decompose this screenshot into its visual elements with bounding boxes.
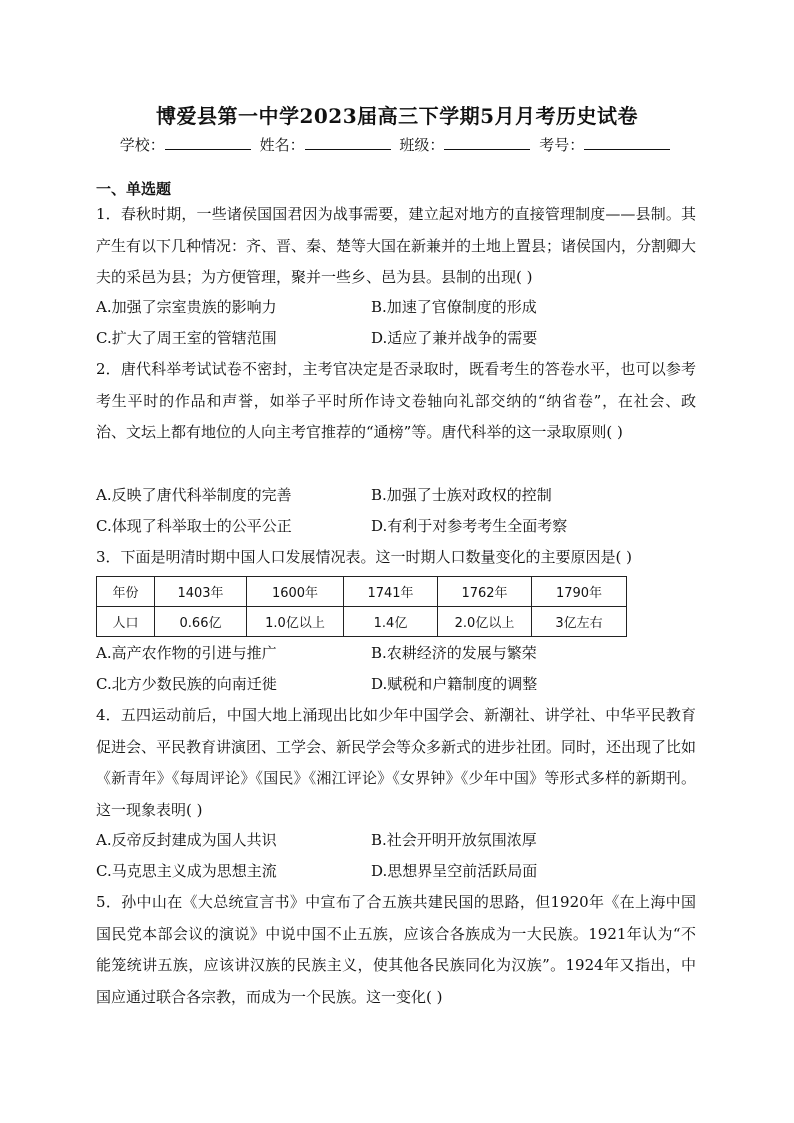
table-cell: 年份: [97, 577, 155, 607]
table-cell: 1762年: [438, 577, 532, 607]
table-cell: 1.0亿以上: [247, 607, 344, 637]
q2-option-b[interactable]: B.加强了士族对政权的控制: [371, 486, 552, 504]
name-label: 姓名：: [259, 136, 305, 154]
table-row: [97, 577, 627, 607]
table-cell: 2.0亿以上: [438, 607, 532, 637]
q1-option-b[interactable]: B.加速了官僚制度的形成: [371, 298, 537, 316]
section-heading: 一、单选题: [96, 180, 172, 198]
school-blank[interactable]: [165, 135, 251, 150]
table-cell: 1.4亿: [344, 607, 438, 637]
name-blank[interactable]: [305, 135, 391, 150]
exam-title: 博爱县第一中学2023届高三下学期5月月考历史试卷: [155, 104, 639, 128]
q3-option-a[interactable]: A.高产农作物的引进与推广: [96, 644, 277, 662]
q3-option-d[interactable]: D.赋税和户籍制度的调整: [371, 675, 538, 693]
q1-option-a[interactable]: A.加强了宗室贵族的影响力: [96, 298, 277, 316]
table-cell: 3亿左右: [532, 607, 627, 637]
q4-option-c[interactable]: C.马克思主义成为思想主流: [96, 862, 277, 880]
question-3-stem: 3．下面是明清时期中国人口发展情况表。这一时期人口数量变化的主要原因是( ): [96, 548, 633, 566]
population-table: [96, 576, 627, 637]
q4-option-a[interactable]: A.反帝反封建成为国人共识: [96, 831, 277, 849]
table-cell: 1741年: [344, 577, 438, 607]
table-row: [97, 607, 627, 637]
student-info-line: [0, 134, 794, 155]
q2-option-c[interactable]: C.体现了科举取士的公平公正: [96, 517, 292, 535]
question-4-stem: 4．五四运动前后，中国大地上涌现出比如少年中国学会、新潮社、讲学社、中华平民教育促进会、平民教育讲演团、工学会、新民学会等众多新式的进步社团。同时，还出现了比如《新青年》《每周评论》《国民》《湘江评论》《女界钟》《少年中国》等形式多样的新期刊。这一现象表明( ): [96, 706, 697, 819]
q1-option-c[interactable]: C.扩大了周王室的管辖范围: [96, 329, 277, 347]
q3-option-b[interactable]: B.农耕经济的发展与繁荣: [371, 644, 537, 662]
exam-no-label: 考号：: [539, 136, 585, 154]
table-cell: 人口: [97, 607, 155, 637]
question-1-stem: 1．春秋时期，一些诸侯国国君因为战事需要，建立起对地方的直接管理制度——县制。其产生有以下几种情况：齐、晋、秦、楚等大国在新兼并的土地上置县；诸侯国内，分割卿大夫的采邑为县；为方便管理，聚并一些乡、邑为县。县制的出现( ): [96, 205, 697, 286]
q2-option-a[interactable]: A.反映了唐代科举制度的完善: [96, 486, 292, 504]
table-cell: 1790年: [532, 577, 627, 607]
q3-option-c[interactable]: C.北方少数民族的向南迁徙: [96, 675, 277, 693]
table-cell: 1403年: [155, 577, 247, 607]
school-label: 学校：: [119, 136, 165, 154]
table-cell: 1600年: [247, 577, 344, 607]
class-label: 班级：: [399, 136, 445, 154]
table-cell: 0.66亿: [155, 607, 247, 637]
q1-option-d[interactable]: D.适应了兼并战争的需要: [371, 329, 538, 347]
q4-option-b[interactable]: B.社会开明开放氛围浓厚: [371, 831, 537, 849]
question-5-stem: 5．孙中山在《大总统宣言书》中宣布了合五族共建民国的思路，但1920年《在上海中国国民党本部会议的演说》中说中国不止五族，应该合各族成为一大民族。1921年认为“不能笼统讲五族，应该讲汉族的民族主义，使其他各民族同化为汉族”。1924年又指出，中国应通过联合各宗教，而成为一个民族。这一变化( ): [96, 893, 696, 1006]
exam-no-blank[interactable]: [584, 135, 670, 150]
class-blank[interactable]: [444, 135, 530, 150]
q2-option-d[interactable]: D.有利于对参考考生全面考察: [371, 517, 568, 535]
q4-option-d[interactable]: D.思想界呈空前活跃局面: [371, 862, 538, 880]
question-2-stem: 2．唐代科举考试试卷不密封，主考官决定是否录取时，既看考生的答卷水平，也可以参考考生平时的作品和声誉，如举子平时所作诗文卷轴向礼部交纳的“纳省卷”，在社会、政治、文坛上都有地位的人向主考官推荐的“通榜”等。唐代科举的这一录取原则( ): [96, 360, 696, 441]
